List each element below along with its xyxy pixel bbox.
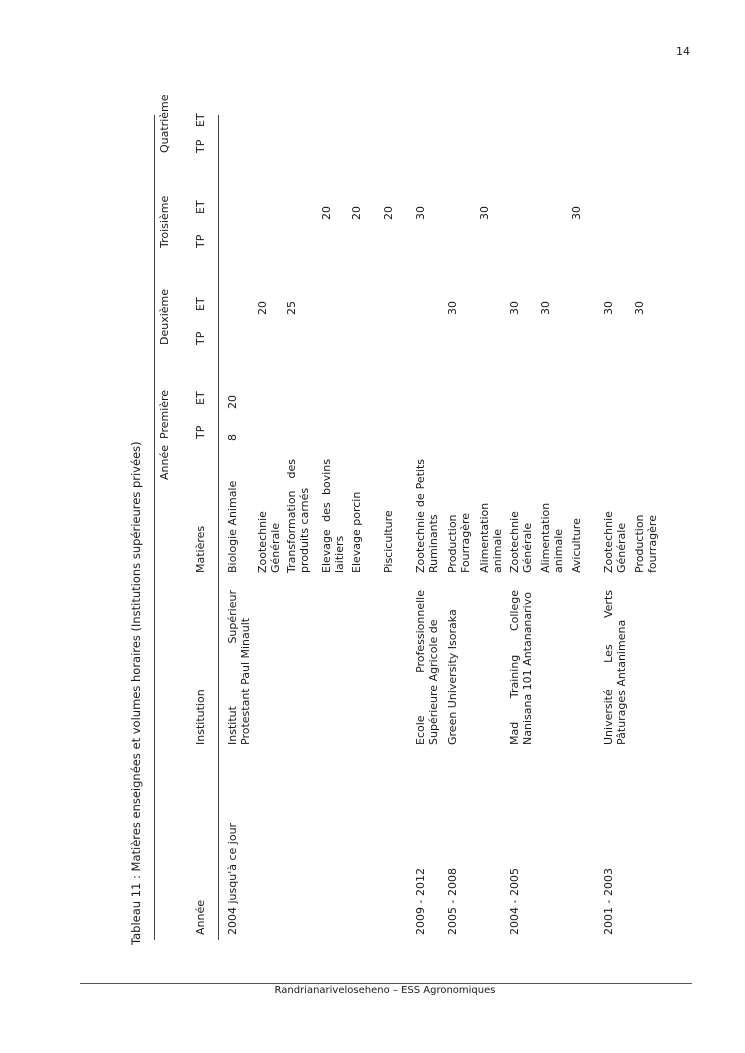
- cell-deuxieme-et: 30: [539, 301, 552, 315]
- cell-institution: Mad Training College Nanisana 101 Antananarivo: [508, 590, 534, 745]
- cell-deuxieme-et: 25: [285, 301, 298, 315]
- cell-troisieme-et: 30: [570, 206, 583, 220]
- annee-group-header: Année: [158, 444, 171, 480]
- cell-deuxieme-et: 30: [633, 301, 646, 315]
- cell-troisieme-et: 30: [414, 206, 427, 220]
- cell-matiere: Elevage des bovins laitiers: [320, 459, 346, 573]
- cell-year: 2004 jusqu'à ce jour: [226, 822, 239, 935]
- table-header-rule: [218, 115, 219, 940]
- table-top-rule: [154, 115, 155, 940]
- table-caption: Tableau 11 : Matières enseignées et volumes horaires (Institutions supérieures privées): [129, 441, 143, 945]
- subcol-tp-troisieme: TP: [194, 234, 207, 248]
- cell-matiere: Aviculture: [570, 518, 583, 573]
- cell-troisieme-et: 20: [350, 206, 363, 220]
- cell-matiere: Biologie Animale: [226, 480, 239, 573]
- footer-rule: [80, 983, 692, 984]
- cell-matiere: Zootechnie Générale: [256, 511, 282, 573]
- cell-matiere: Alimentation animale: [478, 502, 504, 573]
- cell-troisieme-et: 30: [478, 206, 491, 220]
- cell-year: 2005 - 2008: [446, 868, 459, 935]
- cell-deuxieme-et: 30: [602, 301, 615, 315]
- cell-deuxieme-et: 30: [446, 301, 459, 315]
- col-header-annee: Année: [194, 899, 207, 935]
- subcol-et-premiere: ET: [194, 391, 207, 405]
- cell-institution: Université Les Verts Pâturages Antanimena: [602, 590, 628, 745]
- subcol-tp-deuxieme: TP: [194, 331, 207, 345]
- level-header-troisieme: Troisième: [158, 195, 171, 248]
- cell-institution: Ecole Professionnelle Supérieure Agricole de: [414, 590, 440, 745]
- cell-matiere: Zootechnie de Petits Ruminants: [414, 459, 440, 573]
- cell-institution: Institut Supérieur Protestant Paul Minault: [226, 590, 252, 745]
- col-header-institution: Institution: [194, 689, 207, 745]
- cell-matiere: Production fourragère: [633, 514, 659, 573]
- page-number: 14: [676, 45, 690, 58]
- cell-matiere: Transformation des produits carnés: [285, 459, 311, 573]
- cell-matiere: Elevage porcin: [350, 491, 363, 573]
- level-header-premiere: Première: [158, 389, 171, 439]
- rotated-table-region: [129, 94, 665, 945]
- footer-text: Randrianariveloseheno – ESS Agronomiques: [274, 985, 496, 996]
- col-header-matieres: Matières: [194, 525, 207, 573]
- cell-year: 2001 - 2003: [602, 868, 615, 935]
- cell-premiere-et: 20: [226, 395, 239, 409]
- level-header-quatrieme: Quatrième: [158, 94, 171, 153]
- cell-troisieme-et: 20: [320, 206, 333, 220]
- cell-matiere: Pisciculture: [382, 510, 395, 573]
- cell-matiere: Alimentation animale: [539, 502, 565, 573]
- cell-deuxieme-et: 30: [508, 301, 521, 315]
- cell-troisieme-et: 20: [382, 206, 395, 220]
- cell-institution: Green University Isoraka: [446, 609, 459, 745]
- cell-premiere-tp: 8: [226, 434, 239, 441]
- cell-matiere: Zootechnie Générale: [602, 511, 628, 573]
- subcol-tp-quatrieme: TP: [194, 139, 207, 153]
- cell-year: 2004 - 2005: [508, 868, 521, 935]
- subcol-et-quatrieme: ET: [194, 113, 207, 127]
- cell-matiere: Production Fourragère: [446, 512, 472, 573]
- cell-year: 2009 - 2012: [414, 868, 427, 935]
- subcol-tp-premiere: TP: [194, 425, 207, 439]
- subcol-et-deuxieme: ET: [194, 297, 207, 311]
- cell-matiere: Zootechnie Générale: [508, 511, 534, 573]
- cell-deuxieme-et: 20: [256, 301, 269, 315]
- level-header-deuxieme: Deuxième: [158, 288, 171, 345]
- subcol-et-troisieme: ET: [194, 200, 207, 214]
